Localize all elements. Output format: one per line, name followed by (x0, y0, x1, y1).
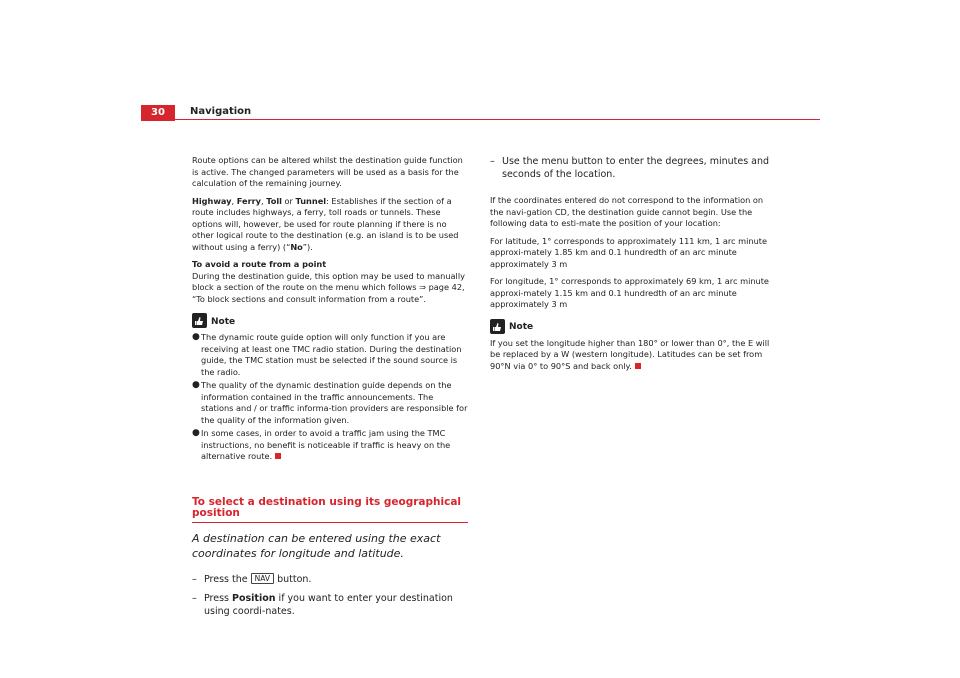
note-header (192, 313, 468, 328)
step-dash: – (192, 592, 197, 604)
avoid-heading: To avoid a route from a point (192, 259, 327, 269)
step-text: if you want to enter your destination using coordi-nates. (204, 592, 453, 617)
term-no: No (290, 241, 303, 252)
right-column (490, 155, 772, 378)
step-press-position (192, 592, 468, 618)
note-label: Note (211, 316, 236, 327)
route-options-paragraph (192, 196, 468, 254)
running-head: Navigation (190, 106, 252, 117)
separator: , (231, 195, 237, 206)
section-heading: To select a destination using its geographical position (192, 497, 468, 523)
coordinates-paragraph: If the coordinates entered do not correspond to the information on the navi-gation CD, the destination guide cannot begin. Use the following data to esti-mate the position of your location: (490, 195, 764, 228)
term-ferry: Ferry (236, 195, 261, 206)
header-rule (175, 119, 820, 120)
note-bullet: ● The dynamic route guide option will only function if you are receiving at least one TMC radio station. During the destination guide, the TMC station must be selected if the sound source is the radio. (192, 332, 468, 378)
separator: or (281, 195, 296, 206)
note-icon (490, 319, 505, 334)
step-dash: – (192, 573, 197, 585)
note-text: In some cases, in order to avoid a traffic jam using the TMC instructions, no benefit is noticeable if traffic is heavy on the alternative route. (201, 428, 451, 461)
term-toll: Toll (266, 195, 282, 206)
position-term: Position (232, 592, 276, 604)
step-text: Press (204, 592, 233, 604)
note-text: If you set the longitude higher than 180° or lower than 0°, the E will be replaced by a W (western longitude). Latitudes can be set from 90°N via 0° to 90°S and back only. (490, 337, 770, 371)
separator: , (260, 195, 267, 206)
note-bullet: ● The quality of the dynamic destination guide depends on the information contained in the traffic announcements. The stations and / or traffic informa-tion providers are responsible for the quality of the information given. (192, 380, 468, 425)
longitude-paragraph: For longitude, 1° corresponds to approximately 69 km, 1 arc minute approxi-mately 1.15 km and 0.1 hundredth of an arc minute approximately 3 m (490, 276, 769, 309)
intro-paragraph: Route options can be altered whilst the destination guide function is active. The changed parameters will be used as a basis for the calculation of the remaining journey. (192, 155, 463, 188)
left-column (192, 155, 468, 624)
end-mark-icon (275, 453, 281, 459)
term-tunnel: Tunnel (295, 195, 327, 206)
route-options-end: ”). (302, 241, 313, 252)
step-text: Press the (204, 573, 251, 585)
note-bullet: ● In some cases, in order to avoid a traffic jam using the TMC instructions, no benefit is noticeable if traffic is heavy on the alternative route. (192, 428, 451, 461)
step-press-nav (192, 573, 468, 586)
step-text: Use the menu button to enter the degrees, minutes and seconds of the location. (502, 156, 770, 180)
step-enter-degrees (490, 155, 772, 181)
note-icon (192, 313, 207, 328)
note-text: The dynamic route guide option will only function if you are receiving at least one TMC radio station. During the destination guide, the TMC station must be selected if the sound source is the radio. (201, 332, 462, 377)
right-note-paragraph (490, 338, 772, 373)
step-text: button. (274, 573, 312, 585)
end-mark-icon (635, 363, 641, 369)
note-text: The quality of the dynamic destination guide depends on the information contained in the traffic announcements. The stations and / or traffic informa-tion providers are responsible for the quality of the information given. (201, 380, 468, 425)
page-number: 30 (141, 105, 175, 121)
avoid-text: During the destination guide, this option may be used to manually block a section of the route on the menu which follows ⇒ page 42, “To block sections and consult information from a route”. (192, 270, 465, 304)
nav-button-symbol: NAV (251, 573, 274, 584)
section-intro: A destination can be entered using the exact coordinates for longitude and latitude. (192, 531, 441, 560)
latitude-paragraph: For latitude, 1° corresponds to approximately 111 km, 1 arc minute approxi-mately 1.85 km and 0.1 hundredth of an arc minute approximately 3 m (490, 235, 768, 269)
step-dash: – (490, 156, 495, 167)
route-options-text: : Establishes if the section of a route includes highways, a ferry, toll roads or tunnels. These options will, however, be used for route planning if there is no other logical route to the destination (e.g. an island is to be used without using a ferry) (“ (192, 195, 459, 252)
note-label: Note (509, 322, 534, 332)
note-header (490, 319, 772, 334)
term-highway: Highway (192, 195, 232, 206)
